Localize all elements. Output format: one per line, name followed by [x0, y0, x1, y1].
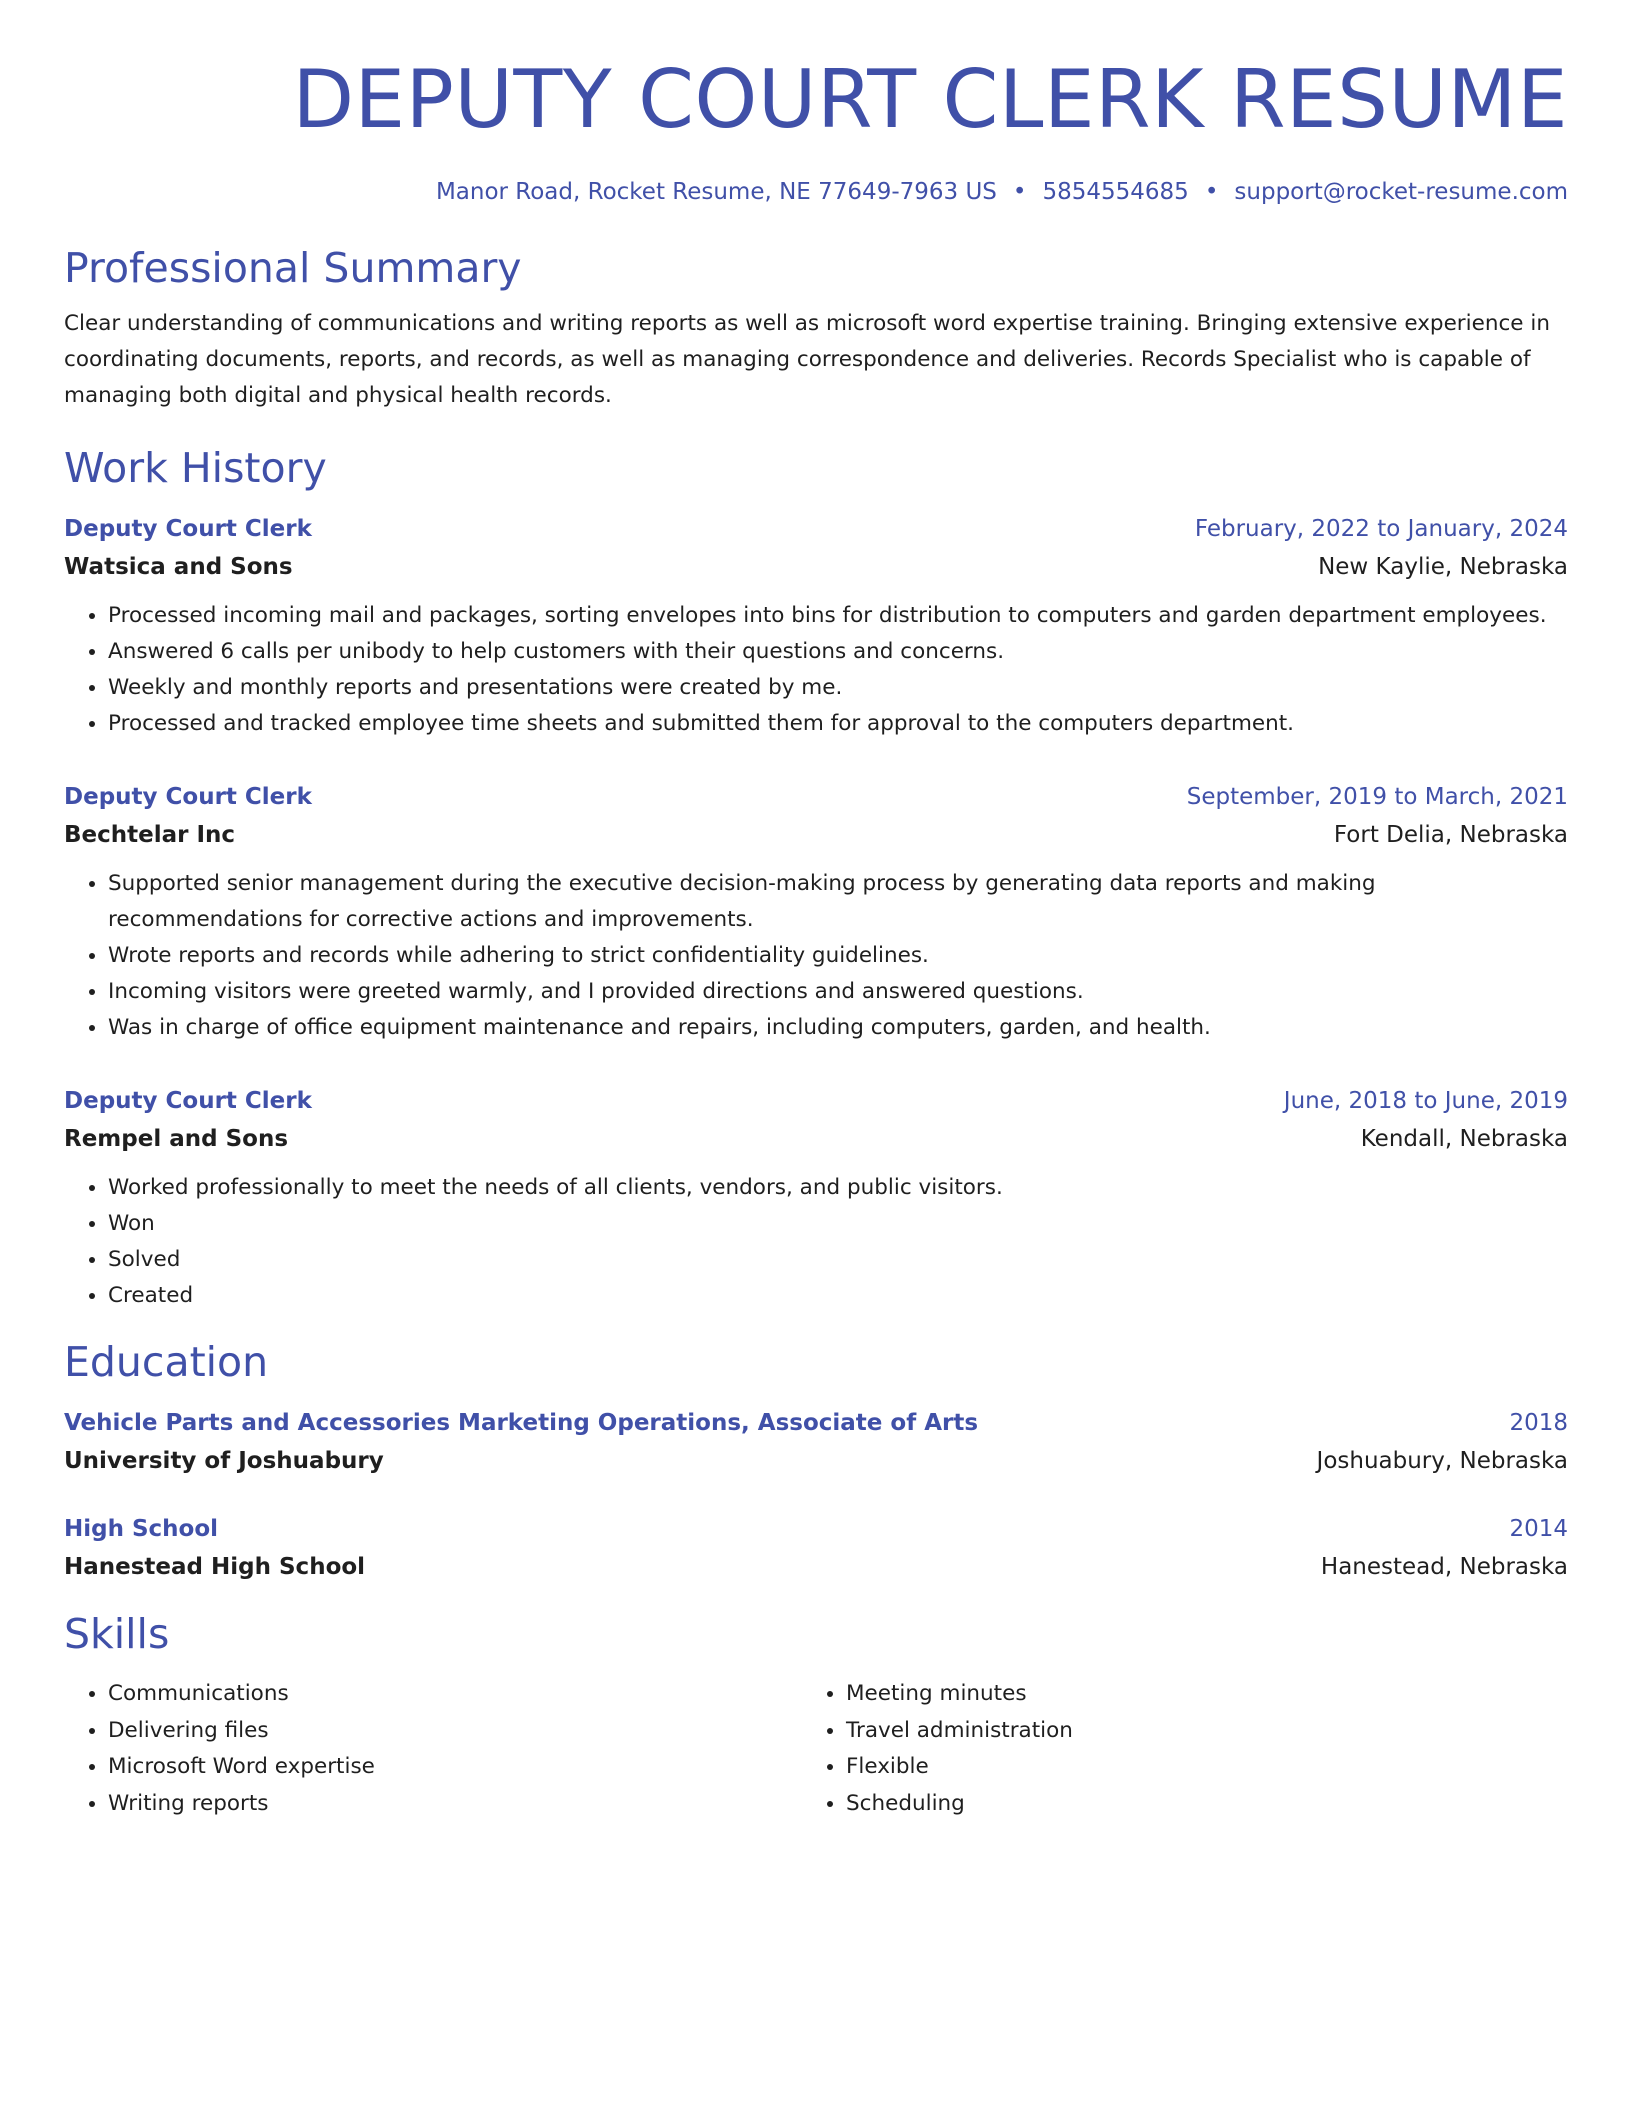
job-bullet: • Created — [108, 1278, 1568, 1314]
skill-item: • Scheduling — [846, 1786, 1540, 1823]
job-bullet: • Wrote reports and records while adhering to strict confidentiality guidelines. — [108, 938, 1568, 974]
job-dates: February, 2022 to January, 2024 — [1194, 516, 1568, 542]
job-bullet: • Won — [108, 1206, 1568, 1242]
contact-line — [64, 176, 1568, 208]
job-entry — [64, 1082, 1568, 1314]
job-bullet: • Was in charge of office equipment maintenance and repairs, including computers, garden, and health. — [108, 1010, 1568, 1046]
job-bullet: • Worked professionally to meet the needs of all clients, vendors, and public visitors. — [108, 1170, 1568, 1206]
resume-name: DEPUTY COURT CLERK RESUME — [292, 53, 1568, 146]
job-bullet: • Weekly and monthly reports and presentations were created by me. — [108, 670, 1568, 706]
job-bullet: • Supported senior management during the executive decision-making process by generating data reports and making recommendations for corrective actions and improvements. — [108, 866, 1568, 938]
job-header-row — [64, 778, 1568, 816]
skill-item: • Writing reports — [108, 1786, 802, 1823]
skills-column-left — [64, 1676, 802, 1822]
job-header-row — [64, 510, 1568, 548]
job-bullets — [64, 1170, 1568, 1314]
education-year: 2018 — [1509, 1410, 1568, 1436]
skills-list — [802, 1676, 1540, 1822]
job-location: Kendall, Nebraska — [1360, 1126, 1568, 1152]
job-company: Bechtelar Inc — [64, 822, 236, 848]
education-location: Joshuabury, Nebraska — [1316, 1448, 1568, 1474]
job-company-row — [64, 548, 1568, 586]
education-header-row — [64, 1404, 1568, 1442]
job-title: Deputy Court Clerk — [64, 784, 312, 810]
education-header-row — [64, 1510, 1568, 1548]
education-entry — [64, 1510, 1568, 1586]
education-degree: High School — [64, 1516, 219, 1542]
skills-grid — [64, 1676, 1568, 1822]
job-dates: June, 2018 to June, 2019 — [1283, 1088, 1568, 1114]
education-heading: Education — [64, 1338, 269, 1386]
skills-column-right — [802, 1676, 1540, 1822]
job-location: New Kaylie, Nebraska — [1318, 554, 1568, 580]
work-history-heading: Work History — [64, 444, 327, 492]
education-entry — [64, 1404, 1568, 1480]
education-school-row — [64, 1442, 1568, 1480]
summary-heading: Professional Summary — [64, 244, 522, 292]
contact-separator: • — [1012, 179, 1027, 205]
skill-item: • Meeting minutes — [846, 1676, 1540, 1713]
job-bullet: • Solved — [108, 1242, 1568, 1278]
summary-text: Clear understanding of communications and writing reports as well as microsoft word expertise training. Bringing extensive experience in coordinating documents, reports, and records, as well as managing correspondence and deliveries. Records Specialist who is capable of managing both digital and physical health records. — [64, 311, 1550, 408]
job-bullets — [64, 598, 1568, 742]
skill-item: • Flexible — [846, 1749, 1540, 1786]
education-location: Hanestead, Nebraska — [1320, 1554, 1568, 1580]
contact-phone: 5854554685 — [1042, 179, 1189, 205]
education-degree: Vehicle Parts and Accessories Marketing Operations, Associate of Arts — [64, 1410, 979, 1436]
contact-address: Manor Road, Rocket Resume, NE 77649-7963 US — [435, 179, 997, 205]
resume-header — [64, 52, 1568, 208]
skill-item: • Communications — [108, 1676, 802, 1713]
job-title: Deputy Court Clerk — [64, 1088, 312, 1114]
job-header-row — [64, 1082, 1568, 1120]
job-title: Deputy Court Clerk — [64, 516, 312, 542]
job-company-row — [64, 816, 1568, 854]
job-dates: September, 2019 to March, 2021 — [1186, 784, 1568, 810]
job-company-row — [64, 1120, 1568, 1158]
education-school-row — [64, 1548, 1568, 1586]
skill-item: • Microsoft Word expertise — [108, 1749, 802, 1786]
skill-item: • Travel administration — [846, 1713, 1540, 1750]
job-location: Fort Delia, Nebraska — [1333, 822, 1568, 848]
education-school: Hanestead High School — [64, 1554, 366, 1580]
job-company: Rempel and Sons — [64, 1126, 289, 1152]
skills-list — [64, 1676, 802, 1822]
skill-item: • Delivering files — [108, 1713, 802, 1750]
job-company: Watsica and Sons — [64, 554, 293, 580]
job-entry — [64, 778, 1568, 1046]
job-bullet: • Answered 6 calls per unibody to help customers with their questions and concerns. — [108, 634, 1568, 670]
job-bullet: • Processed incoming mail and packages, sorting envelopes into bins for distribution to computers and garden department employees. — [108, 598, 1568, 634]
skills-heading: Skills — [64, 1610, 170, 1658]
education-year: 2014 — [1509, 1516, 1568, 1542]
education-school: University of Joshuabury — [64, 1448, 384, 1474]
contact-email[interactable]: support@rocket-resume.com — [1234, 179, 1568, 205]
contact-separator: • — [1204, 179, 1219, 205]
job-bullet: • Processed and tracked employee time sheets and submitted them for approval to the computers department. — [108, 706, 1568, 742]
job-bullet: • Incoming visitors were greeted warmly, and I provided directions and answered questions. — [108, 974, 1568, 1010]
job-entry — [64, 510, 1568, 742]
job-bullets — [64, 866, 1568, 1046]
